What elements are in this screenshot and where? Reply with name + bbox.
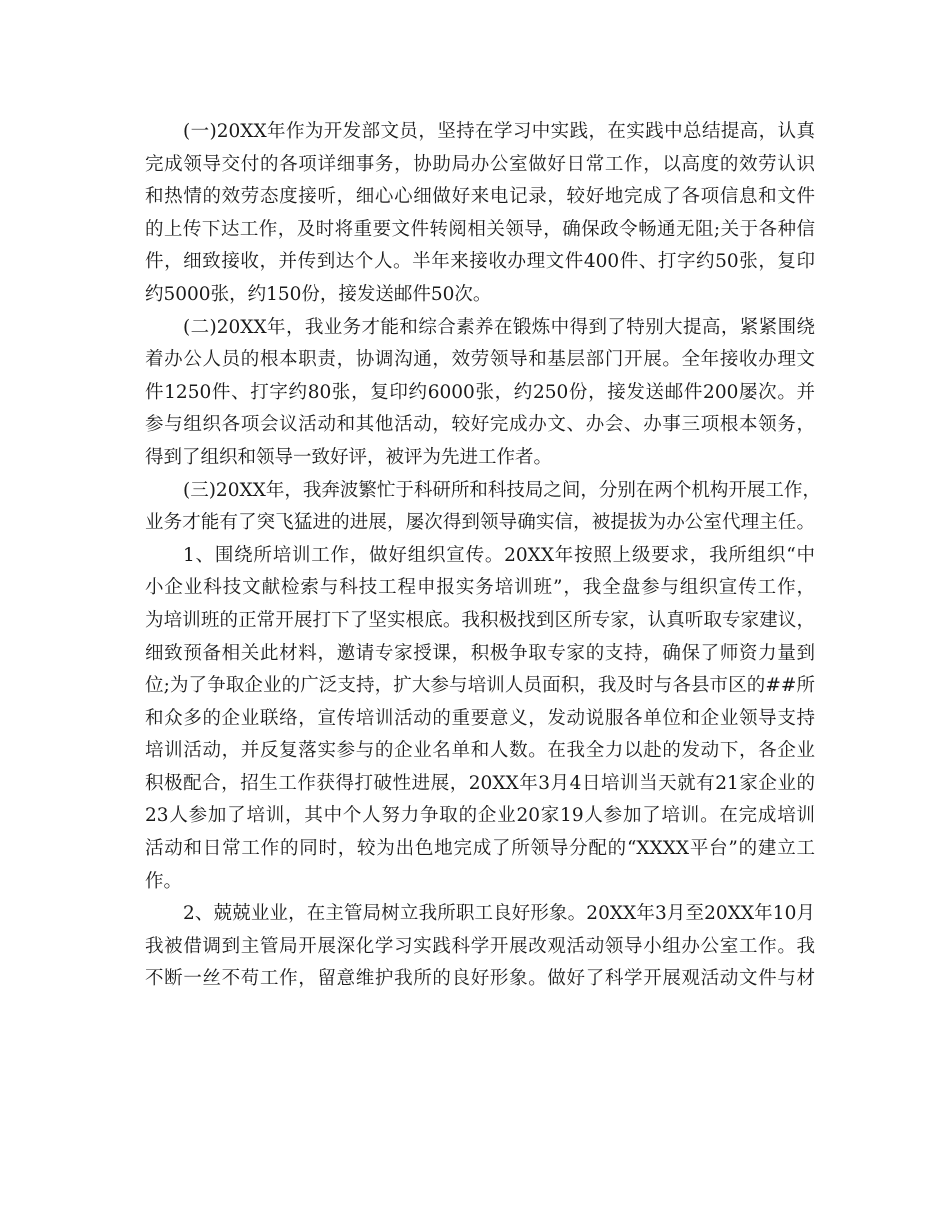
text-line: 业务才能有了突飞猛进的进展，屡次得到领导确实信，被提拔为办公室代理主任。 (145, 512, 815, 534)
paragraph-4 (145, 540, 815, 899)
text-line: 不断一丝不苟工作，留意维护我所的良好形象。做好了科学开展观活动文件与材 (145, 968, 815, 990)
text-line: 细致预备相关此材料，邀请专家授课，积极争取专家的支持，确保了师资力量到 (145, 642, 815, 664)
text-line: 积极配合，招生工作获得打破性进展，20XX年3月4日培训当天就有21家企业的 (145, 772, 815, 794)
text-line: 我被借调到主管局开展深化学习实践科学开展改观活动领导小组办公室工作。我 (145, 935, 815, 957)
paragraph-3 (145, 475, 821, 540)
text-line: 件，细致接收，并传到达个人。半年来接收办理文件400件、打字约50张，复印 (145, 251, 815, 273)
text-line: 作。 (145, 870, 183, 892)
text-line: (三)20XX年，我奔波繁忙于科研所和科技局之间，分别在两个机构开展工作， (183, 479, 821, 501)
text-line: (一)20XX年作为开发部文员，坚持在学习中实践，在实践中总结提高，认真 (183, 121, 815, 142)
paragraph-5 (145, 898, 815, 996)
text-line: 位;为了争取企业的广泛支持，扩大参与培训人员面积，我及时与各县市区的##所 (145, 675, 815, 697)
text-line: 完成领导交付的各项详细事务，协助局办公室做好日常工作，以高度的效劳认识 (145, 153, 815, 175)
text-line: 2、兢兢业业，在主管局树立我所职工良好形象。20XX年3月至20XX年10月 (183, 903, 815, 925)
text-line: 约5000张，约150份，接发送邮件50次。 (145, 283, 492, 305)
text-line: 培训活动，并反复落实参与的企业名单和人数。在我全力以赴的发动下，各企业 (145, 740, 815, 762)
text-line: 的上传下达工作，及时将重要文件转阅相关领导，确保政令畅通无阻;关于各种信 (145, 218, 815, 240)
text-line: 小企业科技文献检索与科技工程申报实务培训班”，我全盘参与组织宣传工作， (145, 577, 815, 599)
paragraph-1 (145, 116, 815, 312)
text-line: 1、围绕所培训工作，做好组织宣传。20XX年按照上级要求，我所组织“中 (183, 544, 815, 566)
text-line: 和众多的企业联络，宣传培训活动的重要意义，发动说服各单位和企业领导支持 (145, 707, 815, 729)
text-line: 活动和日常工作的同时，较为出色地完成了所领导分配的“XXXX平台”的建立工 (145, 838, 815, 860)
text-line: 参与组织各项会议活动和其他活动，较好完成办文、办会、办事三项根本领务， (145, 414, 815, 436)
text-line: 23人参加了培训，其中个人努力争取的企业20家19人参加了培训。在完成培训 (145, 805, 815, 827)
paragraph-2 (145, 312, 815, 475)
text-line: 着办公人员的根本职责，协调沟通，效劳领导和基层部门开展。全年接收办理文 (145, 349, 815, 371)
text-line: (二)20XX年，我业务才能和综合素养在锻炼中得到了特别大提高，紧紧围绕 (183, 316, 815, 338)
text-line: 和热情的效劳态度接听，细心心细做好来电记录，较好地完成了各项信息和文件 (145, 186, 815, 208)
text-line: 件1250件、打字约80张，复印约6000张，约250份，接发送邮件200屡次。并 (145, 381, 815, 403)
document-body (145, 116, 821, 996)
text-line: 得到了组织和领导一致好评，被评为先进工作者。 (145, 446, 553, 468)
text-line: 为培训班的正常开展打下了坚实根底。我积极找到区所专家，认真听取专家建议， (145, 609, 815, 631)
